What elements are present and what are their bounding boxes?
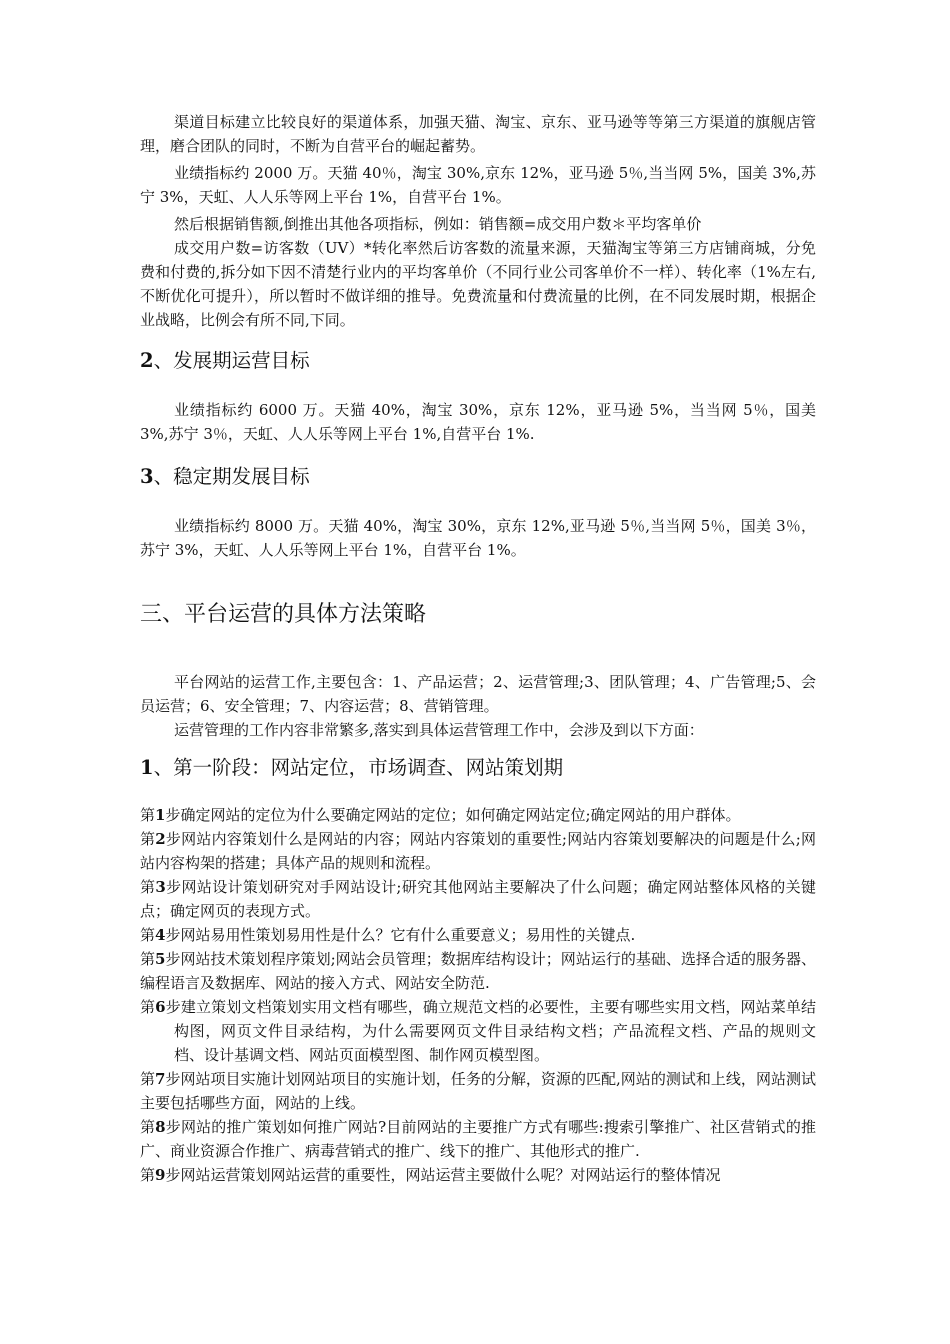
paragraph-operations-scope: 平台网站的运营工作,主要包含：1、产品运营；2、运营管理;3、团队管理；4、广告管理;5、会员运营；6、安全管理；7、内容运营；8、营销管理。 [140,673,816,715]
step-item: 第1步确定网站的定位为什么要确定网站的定位；如何确定网站定位;确定网站的用户群体。 [140,806,741,824]
step-item: 第8步网站的推广策划如何推广网站?目前网站的主要推广方式有哪些:搜索引擎推广、社区营销式的推广、商业资源合作推广、病毒营销式的推广、线下的推广、其他形式的推广. [140,1118,816,1160]
heading-development-stage: 2、发展期运营目标 [140,349,310,372]
step-item: 第9步网站运营策划网站运营的重要性，网站运营主要做什么呢？对网站运行的整体情况 [140,1166,721,1184]
paragraph-performance-8000: 业绩指标约 8000 万。天猫 40%，淘宝 30%，京东 12%,亚马逊 5％,当当网 5％，国美 3％，苏宁 3%，天虹、人人乐等网上平台 1%，自营平台 1%。 [140,517,816,559]
paragraph-performance-2000: 业绩指标约 2000 万。天猫 40％，淘宝 30%,京东 12%，亚马逊 5％,当当网 5%，国美 3%,苏宁 3%，天虹、人人乐等网上平台 1%，自营平台 1%。 [140,164,816,206]
section-title: 三、平台运营的具体方法策略 [140,602,427,627]
document-body [140,110,816,1187]
step-item: 第3步网站设计策划研究对手网站设计;研究其他网站主要解决了什么问题；确定网站整体风格的关键点；确定网页的表现方式。 [140,878,816,920]
steps-list [140,803,816,1187]
step-item: 第7步网站项目实施计划网站项目的实施计划，任务的分解，资源的匹配,网站的测试和上线，网站测试主要包括哪些方面，网站的上线。 [140,1070,816,1112]
step-item: 第2步网站内容策划什么是网站的内容；网站内容策划的重要性;网站内容策划要解决的问题是什么;网站内容构架的搭建；具体产品的规则和流程。 [140,830,816,872]
paragraph-sales-formula: 然后根据销售额,倒推出其他各项指标，例如：销售额=成交用户数＊平均客单价 [174,215,702,233]
step-item: 第4步网站易用性策划易用性是什么？它有什么重要意义；易用性的关键点. [140,926,636,944]
paragraph-performance-6000: 业绩指标约 6000 万。天猫 40%，淘宝 30%，京东 12%，亚马逊 5%，当当网 5％，国美 3%,苏宁 3％，天虹、人人乐等网上平台 1%,自营平台 1%. [140,401,816,443]
heading-stage-one: 1、第一阶段：网站定位，市场调查、网站策划期 [140,756,564,779]
paragraph-conversion: 成交用户数=访客数（UV）*转化率然后访客数的流量来源，天猫淘宝等第三方店铺商城，分免费和付费的,拆分如下因不清楚行业内的平均客单价（不同行业公司客单价不一样）、转化率（1%左右,不断优化可提升），所以暂时不做详细的推导。免费流量和付费流量的比例，在不同发展时期，根据企业战略，比例会有所不同,下同。 [140,239,816,329]
step-item: 第5步网站技术策划程序策划;网站会员管理；数据库结构设计；网站运行的基础、选择合适的服务器、编程语言及数据库、网站的接入方式、网站安全防范. [140,950,816,992]
step-item: 第6步建立策划文档策划实用文档有哪些，确立规范文档的必要性，主要有哪些实用文档，网站菜单结构图，网页文件目录结构，为什么需要网页文件目录结构文档；产品流程文档、产品的规则文档、设计基调文档、网站页面模型图、制作网页模型图。 [140,998,816,1064]
heading-stable-stage: 3、稳定期发展目标 [140,465,310,488]
paragraph-channel-goal: 渠道目标建立比较良好的渠道体系，加强天猫、淘宝、京东、亚马逊等等第三方渠道的旗舰店管理，磨合团队的同时，不断为自营平台的崛起蓄势。 [140,113,816,155]
paragraph-operations-management: 运营管理的工作内容非常繁多,落实到具体运营管理工作中，会涉及到以下方面： [174,721,704,739]
